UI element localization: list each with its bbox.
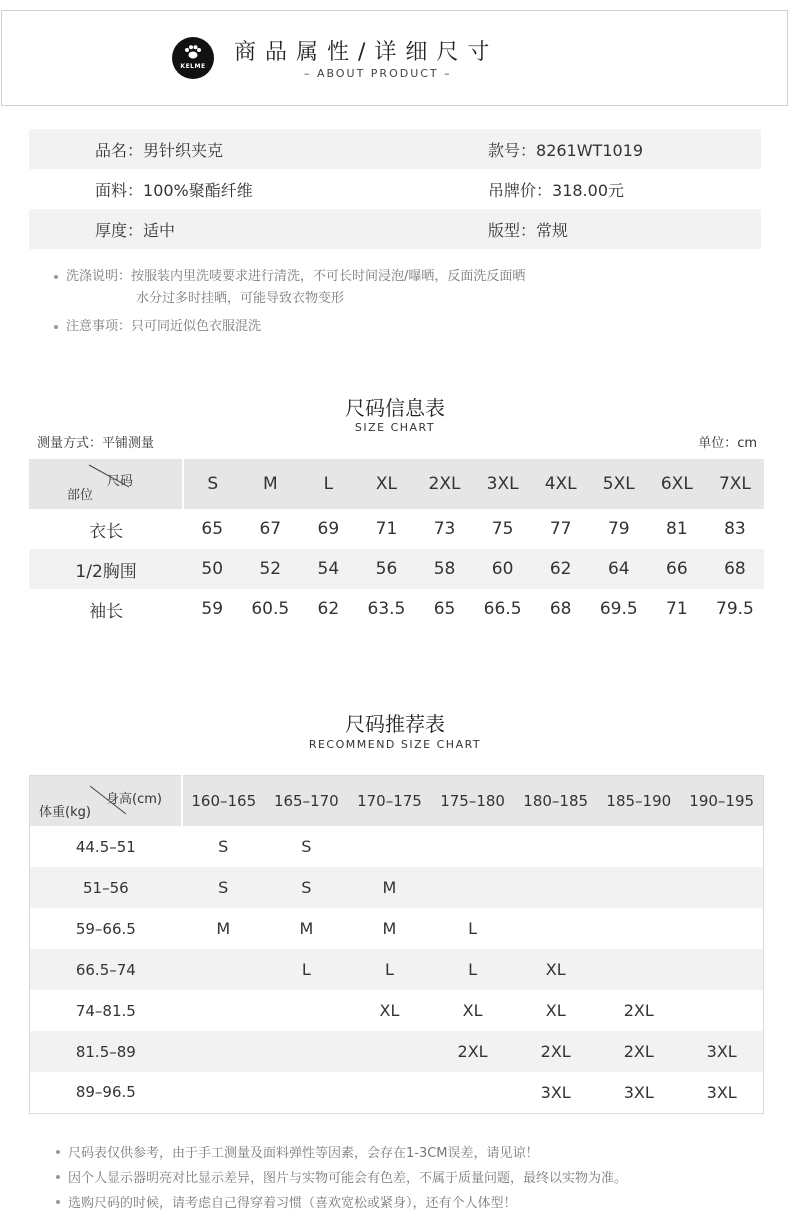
weight-label: 51–56 (30, 867, 182, 908)
table-cell (597, 908, 680, 949)
table-cell (680, 990, 763, 1031)
weight-label: 89–96.5 (75, 1083, 136, 1102)
table-cell (182, 1072, 265, 1113)
table-row (30, 826, 764, 867)
table-cell: 75 (491, 519, 514, 539)
height-header-cell: 180–185 (514, 776, 597, 827)
table-cell: 68 (706, 549, 764, 589)
info-row (29, 169, 761, 209)
table-header-row (30, 776, 764, 827)
height-header-cell: 190–195 (680, 776, 763, 827)
table-cell: 63.5 (367, 599, 406, 619)
table-cell (514, 908, 597, 949)
table-cell: S (218, 837, 229, 856)
footer-notes (56, 1141, 627, 1216)
footer-note: 尺码表仅供参考，由于手工测量及面料弹性等因素，会存在1-3CM误差，请见谅！ (56, 1141, 627, 1166)
corner-bottom-label: 体重(kg) (39, 805, 91, 820)
height-header-cell: 170–175 (348, 776, 431, 827)
table-cell: M (299, 919, 314, 938)
size-chart-subtitle: SIZE CHART (354, 421, 436, 434)
corner-cell (29, 459, 183, 509)
table-cell: 3XL (540, 1082, 571, 1102)
info-cell: 面料：100%聚酯纤维 (95, 180, 253, 200)
table-cell (265, 1031, 348, 1072)
product-info-table (29, 129, 761, 249)
kelme-logo (172, 37, 214, 79)
table-cell: 58 (415, 549, 473, 589)
table-cell (680, 949, 763, 990)
table-row (29, 509, 764, 549)
recommend-chart-title: 尺码推荐表 (345, 712, 445, 736)
table-cell: 77 (549, 519, 572, 539)
table-row (30, 1031, 764, 1072)
weight-label: 59–66.5 (75, 919, 136, 938)
table-cell: L (265, 949, 348, 990)
table-cell (348, 1072, 431, 1113)
table-cell: 71 (375, 519, 398, 539)
table-cell (514, 867, 597, 908)
table-cell: 54 (299, 549, 357, 589)
unit-label: 单位：cm (698, 436, 757, 451)
height-header-cell: 175–180 (431, 776, 514, 827)
table-cell (431, 1072, 514, 1113)
table-row (30, 990, 764, 1031)
table-cell: 83 (724, 519, 746, 539)
table-cell (348, 1031, 431, 1072)
table-cell: 3XL (706, 1082, 737, 1102)
row-label: 1/2胸围 (29, 549, 183, 589)
table-cell: 71 (666, 599, 688, 619)
table-cell: S (182, 867, 265, 908)
info-row (29, 209, 761, 249)
table-cell: 50 (183, 549, 241, 589)
table-cell: 66 (648, 549, 706, 589)
weight-label: 66.5–74 (30, 949, 182, 990)
table-cell (680, 867, 763, 908)
table-row (30, 1072, 764, 1113)
table-row (30, 867, 764, 908)
table-cell: S (301, 837, 312, 856)
page-title: 商品属性/详细尺寸 (234, 40, 499, 65)
row-label: 衣长 (89, 521, 124, 542)
height-header-cell: 160–165 (182, 776, 265, 827)
table-cell (431, 826, 514, 867)
table-cell: 67 (259, 519, 282, 539)
table-cell: 3XL (680, 1031, 763, 1072)
size-chart-title: 尺码信息表 (345, 396, 445, 420)
table-cell: 3XL (623, 1082, 654, 1102)
height-header-cell: 185–190 (597, 776, 680, 827)
size-header-cell: M (241, 459, 299, 509)
table-cell (182, 1031, 265, 1072)
table-cell (182, 949, 265, 990)
corner-bottom-label: 部位 (67, 488, 94, 503)
table-cell: 69.5 (599, 599, 638, 619)
table-cell: S (265, 867, 348, 908)
info-cell: 款号：8261WT1019 (488, 140, 644, 160)
table-cell: 60.5 (251, 599, 290, 619)
size-chart-table (29, 459, 764, 629)
table-cell (265, 1072, 348, 1113)
size-header-cell: 4XL (532, 459, 590, 509)
table-row (30, 908, 764, 949)
header-banner (1, 10, 788, 106)
size-header-cell: L (299, 459, 357, 509)
recommend-chart-table (29, 775, 764, 1114)
info-cell: 厚度：适中 (95, 220, 176, 240)
table-cell (680, 908, 763, 949)
corner-cell (30, 776, 182, 827)
size-header-cell: 2XL (415, 459, 473, 509)
height-header-cell: 165–170 (265, 776, 348, 827)
table-cell: M (216, 919, 231, 938)
corner-top-label: 尺码 (107, 474, 134, 489)
table-cell (265, 990, 348, 1031)
table-cell: 64 (590, 549, 648, 589)
info-cell: 品名：男针织夹克 (95, 140, 224, 160)
size-header-cell: 7XL (706, 459, 764, 509)
row-label: 袖长 (89, 601, 124, 622)
paw-icon (184, 45, 202, 59)
table-cell: XL (379, 1001, 400, 1020)
table-cell (597, 826, 680, 867)
table-cell: M (348, 867, 431, 908)
table-row (29, 549, 764, 589)
table-cell: XL (462, 1001, 483, 1020)
size-header-cell: XL (357, 459, 415, 509)
table-cell: 2XL (514, 1031, 597, 1072)
size-header-cell: 6XL (648, 459, 706, 509)
table-cell (348, 826, 431, 867)
recommend-chart-subtitle: RECOMMEND SIZE CHART (308, 738, 482, 751)
table-cell: XL (514, 949, 597, 990)
table-cell: 2XL (431, 1031, 514, 1072)
care-notes (54, 266, 525, 338)
table-cell (680, 826, 763, 867)
footer-note: 因个人显示器明亮对比显示差异，图片与实物可能会有色差，不属于质量问题，最终以实物为准。 (56, 1166, 627, 1191)
table-cell: 65 (201, 519, 224, 539)
table-cell: 2XL (623, 1001, 654, 1020)
table-cell (597, 867, 680, 908)
caution-note: 注意事项：只可同近似色衣服混洗 (54, 316, 525, 338)
table-cell: L (468, 919, 478, 938)
table-cell: 60 (474, 549, 532, 589)
table-header-row (29, 459, 764, 509)
table-cell: 59 (201, 599, 224, 619)
wash-note: 洗涤说明：按服装内里洗唛要求进行清洗，不可长时间浸泡/曝晒，反面洗反面晒 水分过多时挂晒，可能导致衣物变形 (54, 266, 525, 310)
size-header-cell: S (183, 459, 241, 509)
weight-label: 44.5–51 (75, 837, 136, 856)
table-cell: 62 (532, 549, 590, 589)
logo-brand-text: KELME (180, 63, 206, 70)
table-cell: 79 (607, 519, 630, 539)
table-cell: 66.5 (483, 599, 522, 619)
table-cell: 69 (317, 519, 340, 539)
table-cell: 79.5 (716, 599, 754, 619)
table-cell: XL (545, 1001, 566, 1020)
table-cell: L (348, 949, 431, 990)
table-cell: 2XL (597, 1031, 680, 1072)
measure-method: 测量方式：平铺测量 (37, 436, 155, 451)
size-header-cell: 3XL (474, 459, 532, 509)
table-cell: 62 (317, 599, 340, 619)
table-row (30, 949, 764, 990)
table-cell: 73 (433, 519, 456, 539)
page-subtitle: – ABOUT PRODUCT – (304, 67, 452, 80)
info-cell: 版型：常规 (488, 220, 569, 240)
weight-label: 81.5–89 (30, 1031, 182, 1072)
weight-label: 74–81.5 (75, 1001, 136, 1020)
info-row (29, 129, 761, 169)
table-cell: M (382, 919, 397, 938)
info-cell: 吊牌价：318.00元 (488, 180, 625, 200)
table-cell: 81 (666, 519, 688, 539)
table-cell: 68 (549, 599, 572, 619)
table-cell: 65 (433, 599, 456, 619)
table-cell (514, 826, 597, 867)
size-header-cell: 5XL (590, 459, 648, 509)
table-row (29, 589, 764, 629)
table-cell (182, 990, 265, 1031)
table-cell (597, 949, 680, 990)
table-cell: 56 (357, 549, 415, 589)
table-cell (431, 867, 514, 908)
table-cell: L (431, 949, 514, 990)
footer-note: 选购尺码的时候，请考虑自己得穿着习惯（喜欢宽松或紧身），还有个人体型！ (56, 1191, 627, 1216)
table-cell: 52 (241, 549, 299, 589)
corner-top-label: 身高(cm) (106, 792, 162, 807)
